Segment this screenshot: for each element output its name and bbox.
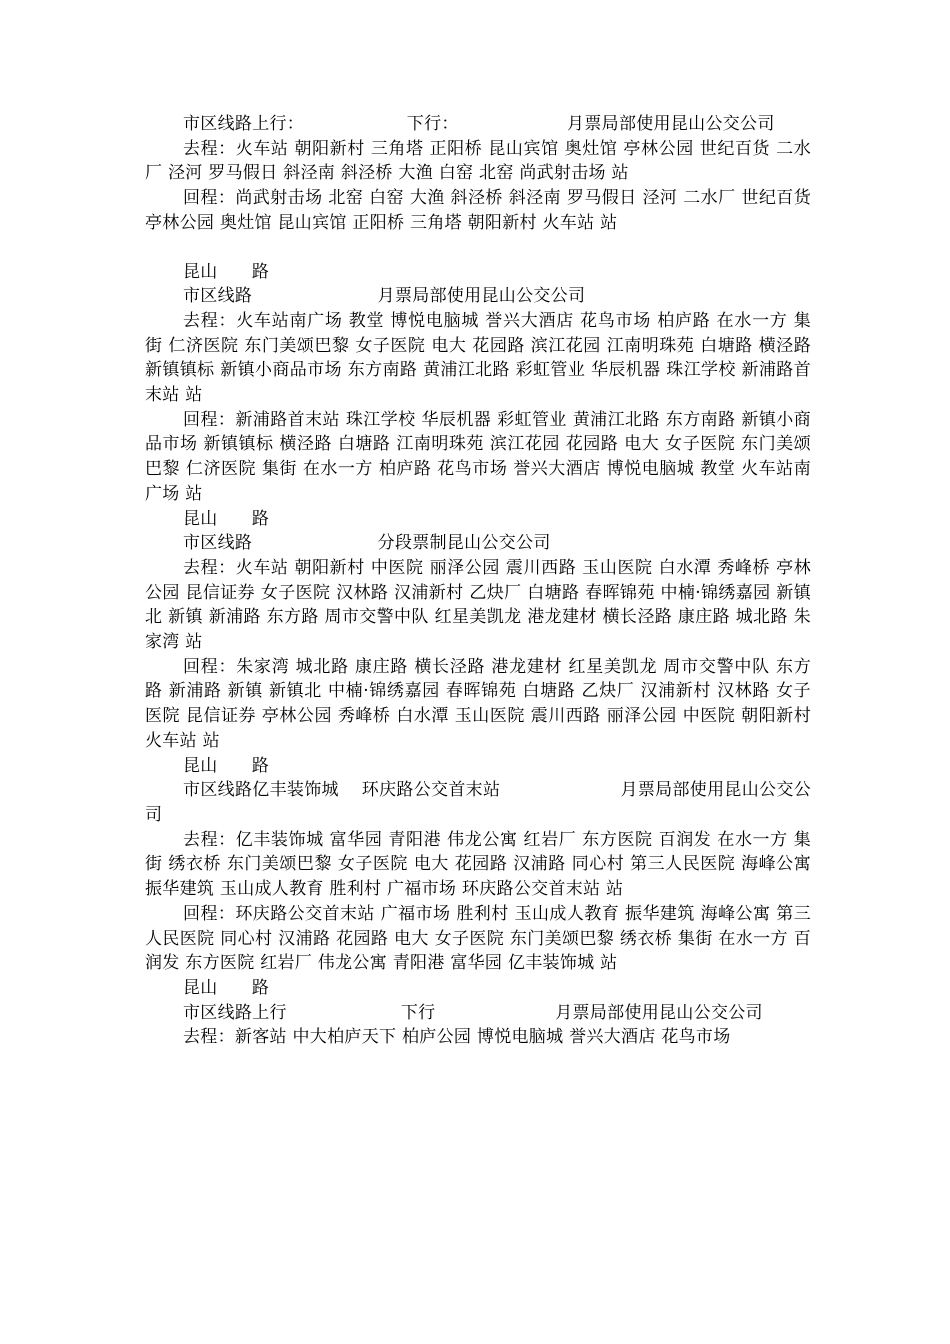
route-1-return: 回程：尚武射击场 北窑 白窑 大渔 斜泾桥 斜泾南 罗马假日 泾河 二水厂 世纪百货 亭林公园 奥灶馆 昆山宾馆 正阳桥 三角塔 朝阳新村 火车站 站 (145, 188, 811, 233)
route-4-outbound: 去程：亿丰装饰城 富华园 青阳港 伟龙公寓 红岩厂 东方医院 百润发 在水一方 集街 绣衣桥 东门美颂巴黎 女子医院 电大 花园路 汉浦路 同心村 第三人民医院 海峰公寓 振华建筑 玉山成人教育 胜利村 广福市场 环庆路公交首末站 站 (145, 829, 811, 900)
route-1-outbound: 去程：火车站 朝阳新村 三角塔 正阳桥 昆山宾馆 奥灶馆 亭林公园 世纪百货 二水厂 泾河 罗马假日 斜泾南 斜泾桥 大渔 白窑 北窑 尚武射击场 站 (145, 138, 811, 184)
route-2-outbound: 去程：火车站南广场 教堂 博悦电脑城 誉兴大酒店 花鸟市场 柏庐路 在水一方 集街 仁济医院 东门美颂巴黎 女子医院 电大 花园路 滨江花园 江南明珠苑 白塘路 横泾路 新镇镇标 新镇小商品市场 东方南路 黄浦江北路 彩虹管业 华辰机器 珠江学校 新浦路首末站 站 (145, 310, 811, 406)
route-5-header: 市区线路上行 下行 月票局部使用昆山公交公司 (183, 1002, 763, 1023)
route-2-title: 昆山 路 (183, 261, 270, 282)
route-1-header: 市区线路上行： 下行： 月票局部使用昆山公交公司 (183, 114, 775, 134)
route-4-header: 市区线路亿丰装饰城 环庆路公交首末站 月票局部使用昆山公交公司 (145, 780, 811, 825)
route-3-outbound: 去程：火车站 朝阳新村 中医院 丽泽公园 震川西路 玉山医院 白水潭 秀峰桥 亭林公园 昆信证券 女子医院 汉林路 汉浦新村 乙炔厂 白塘路 春晖锦苑 中楠·锦绣嘉园 新镇北 新镇 新浦路 东方路 周市交警中队 红星美凯龙 港龙建材 横长泾路 康庄路 城北路 朱家湾 站 (145, 557, 811, 653)
route-5-outbound: 去程：新客站 中大柏庐天下 柏庐公园 博悦电脑城 誉兴大酒店 花鸟市场 (183, 1027, 731, 1048)
document-page (145, 112, 811, 1050)
route-4-title: 昆山 路 (183, 755, 270, 776)
route-2-header: 市区线路 月票局部使用昆山公交公司 (183, 286, 586, 307)
route-3-title: 昆山 路 (183, 508, 270, 529)
route-2-return: 回程：新浦路首末站 珠江学校 华辰机器 彩虹管业 黄浦江北路 东方南路 新镇小商品市场 新镇镇标 横泾路 白塘路 江南明珠苑 滨江花园 花园路 电大 女子医院 东门美颂巴黎 仁济医院 集街 在水一方 柏庐路 花鸟市场 誉兴大酒店 博悦电脑城 教堂 火车站南广场 站 (145, 409, 811, 504)
route-3-return: 回程：朱家湾 城北路 康庄路 横长泾路 港龙建材 红星美凯龙 周市交警中队 东方路 新浦路 新镇 新镇北 中楠·锦绣嘉园 春晖锦苑 白塘路 乙炔厂 汉浦新村 汉林路 女子医院 昆信证券 亭林公园 秀峰桥 白水潭 玉山医院 震川西路 丽泽公园 中医院 朝阳新村 火车站 站 (145, 656, 811, 751)
route-5-title: 昆山 路 (183, 977, 270, 998)
route-3-header: 市区线路 分段票制昆山公交公司 (183, 533, 551, 554)
route-4-return: 回程：环庆路公交首末站 广福市场 胜利村 玉山成人教育 振华建筑 海峰公寓 第三人民医院 同心村 汉浦路 花园路 电大 女子医院 东门美颂巴黎 绣衣桥 集街 在水一方 百润发 东方医院 红岩厂 伟龙公寓 青阳港 富华园 亿丰装饰城 站 (145, 903, 811, 974)
